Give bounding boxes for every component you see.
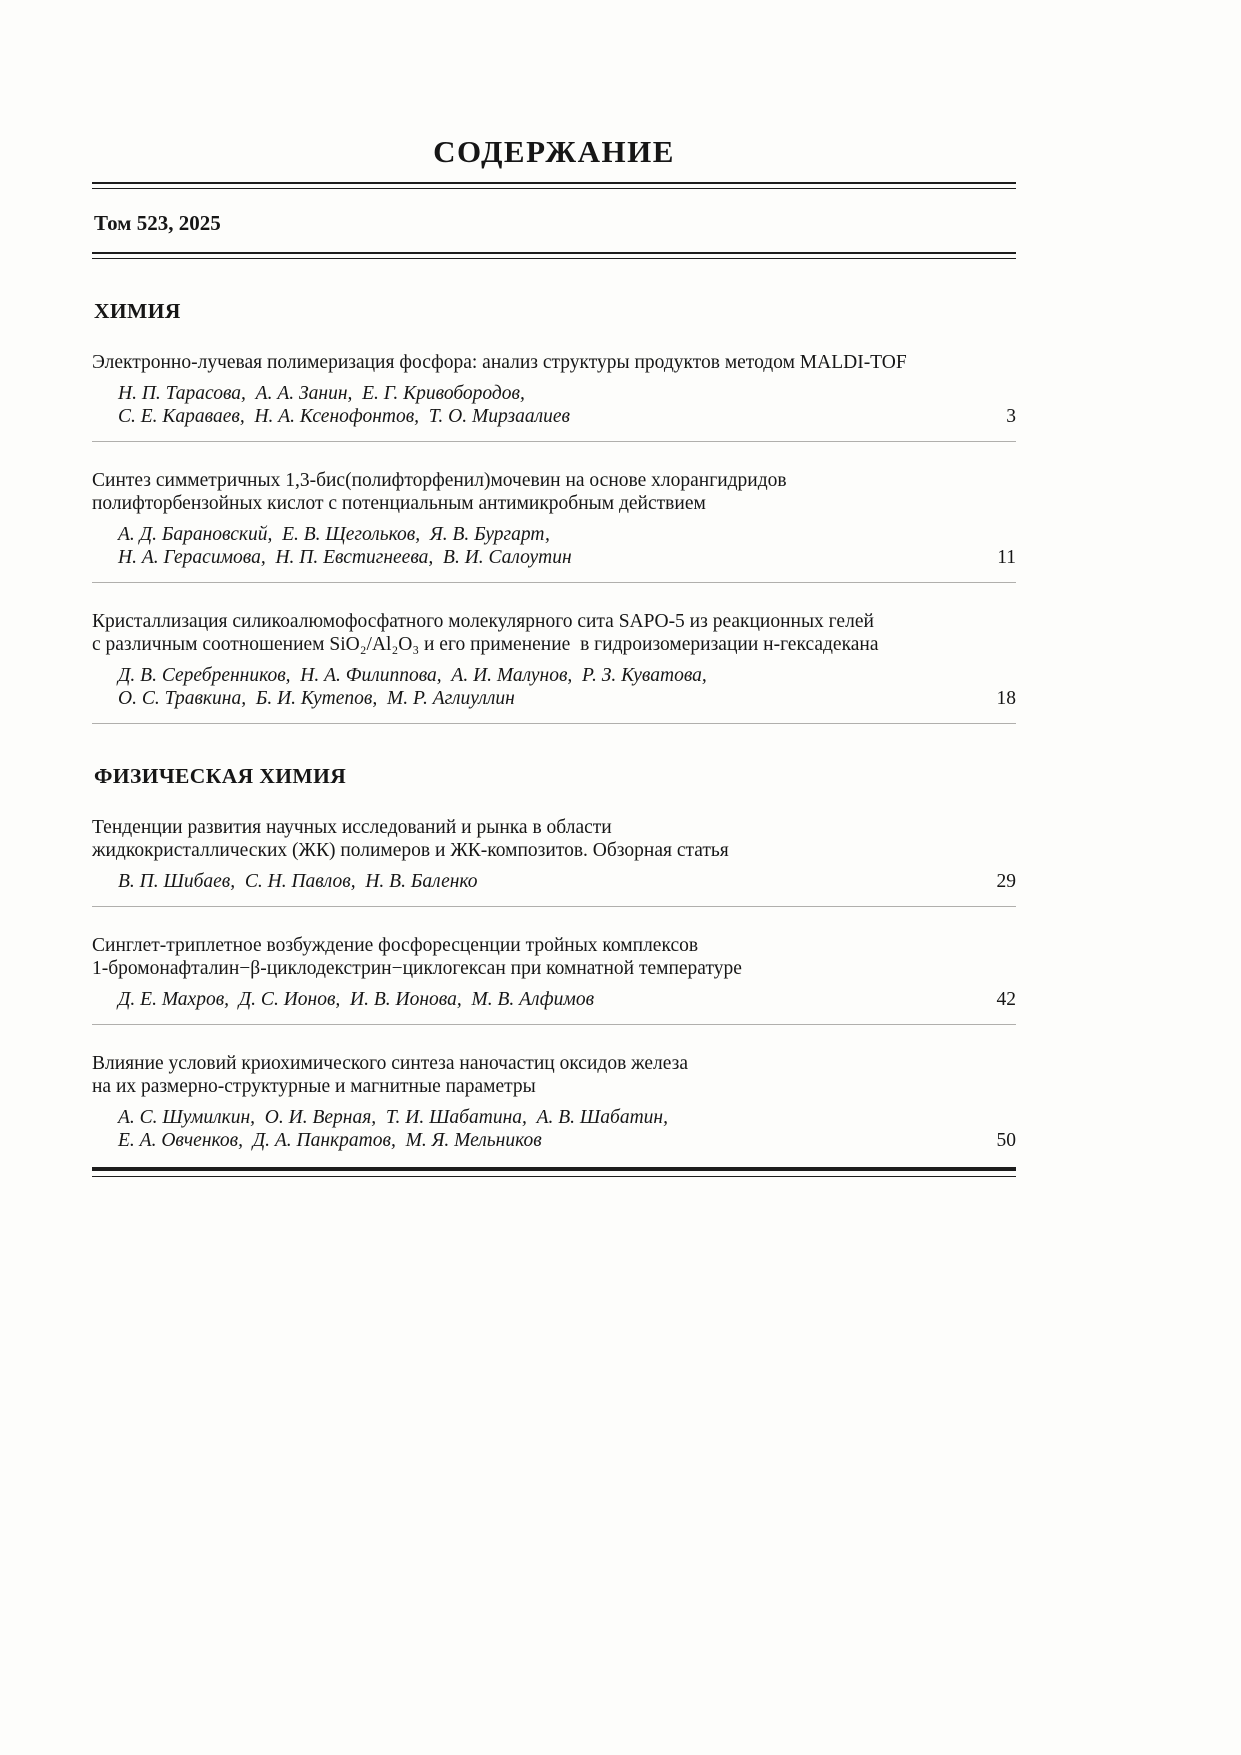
toc-entry: [92, 351, 1016, 442]
title-line: Влияние условий криохимического синтеза наночастиц оксидов железа: [92, 1053, 689, 1074]
entry-footer: [92, 870, 1016, 893]
entry-page-number: 29: [996, 871, 1016, 892]
entry-footer: [92, 664, 1016, 710]
toc-entry: [92, 816, 1016, 907]
title-line: жидкокристаллических (ЖК) полимеров и ЖК-композитов. Обзорная статья: [92, 840, 729, 861]
section-heading-chemistry: ХИМИЯ: [94, 299, 181, 323]
entry-authors: [92, 870, 478, 893]
entry-authors: [92, 1106, 668, 1152]
author-line: В. П. Шибаев, С. Н. Павлов, Н. В. Баленко: [118, 871, 478, 892]
entry-page-number: 11: [997, 547, 1016, 568]
title-line: на их размерно-структурные и магнитные параметры: [92, 1076, 536, 1097]
page-title: СОДЕРЖАНИЕ: [433, 134, 675, 169]
title-line: Синглет-триплетное возбуждение фосфоресценции тройных комплексов: [92, 935, 699, 956]
entry-authors: [92, 523, 572, 569]
footer-double-rule: [92, 1167, 1016, 1177]
entry-title: [92, 610, 1016, 656]
title-line: Синтез симметричных 1,3-бис(полифторфенил)мочевин на основе хлорангидридов: [92, 470, 787, 491]
entry-footer: [92, 1106, 1016, 1152]
author-line: Д. В. Серебренников, Н. А. Филиппова, А. И. Малунов, Р. З. Куватова,: [118, 665, 707, 686]
entry-page-number: 18: [996, 688, 1016, 709]
toc-entry: [92, 1052, 1016, 1167]
entry-title: [92, 469, 1016, 515]
entry-footer: [92, 988, 1016, 1011]
author-line: Н. П. Тарасова, А. А. Занин, Е. Г. Кривобородов,: [118, 383, 525, 404]
author-line: О. С. Травкина, Б. И. Кутепов, М. Р. Аглиуллин: [118, 688, 515, 709]
author-line: А. С. Шумилкин, О. И. Верная, Т. И. Шабатина, А. В. Шабатин,: [118, 1107, 668, 1128]
entry-title: [92, 1052, 1016, 1098]
author-line: А. Д. Барановский, Е. В. Щегольков, Я. В. Бургарт,: [118, 524, 550, 545]
title-line: 1-бромонафталин−β-циклодекстрин−циклогексан при комнатной температуре: [92, 958, 742, 979]
author-line: Е. А. Овченков, Д. А. Панкратов, М. Я. Мельников: [118, 1130, 542, 1151]
author-line: Д. Е. Махров, Д. С. Ионов, И. В. Ионова, М. В. Алфимов: [118, 989, 595, 1010]
title-line: Электронно-лучевая полимеризация фосфора: анализ структуры продуктов методом MALDI-TOF: [92, 352, 907, 373]
toc-entry: [92, 610, 1016, 724]
entry-page-number: 50: [996, 1130, 1016, 1151]
header-double-rule: [92, 182, 1016, 189]
toc-entry: [92, 934, 1016, 1025]
entry-title: [92, 816, 1016, 862]
entry-page-number: 3: [1006, 406, 1016, 427]
volume-label: Том 523, 2025: [94, 211, 221, 235]
volume-double-rule: [92, 252, 1016, 259]
entry-title: [92, 351, 1016, 374]
title-line: полифторбензойных кислот с потенциальным антимикробным действием: [92, 493, 706, 514]
entry-footer: [92, 523, 1016, 569]
title-line: Кристаллизация силикоалюмофосфатного молекулярного сита SAPO-5 из реакционных гелей: [92, 611, 874, 632]
section-heading-physical-chemistry: ФИЗИЧЕСКАЯ ХИМИЯ: [94, 764, 347, 788]
author-line: Н. А. Герасимова, Н. П. Евстигнеева, В. И. Салоутин: [118, 547, 572, 568]
entry-authors: [92, 664, 707, 710]
title-line: Тенденции развития научных исследований и рынка в области: [92, 817, 612, 838]
entry-title: [92, 934, 1016, 980]
title-line: с различным соотношением SiO₂/Al₂O₃ и его применение в гидроизомеризации н-гексадекана: [92, 634, 879, 655]
author-line: С. Е. Караваев, Н. А. Ксенофонтов, Т. О. Мирзаалиев: [118, 406, 570, 427]
entry-authors: [92, 382, 570, 428]
entry-footer: [92, 382, 1016, 428]
toc-entry: [92, 469, 1016, 583]
entry-page-number: 42: [996, 989, 1016, 1010]
entry-authors: [92, 988, 594, 1011]
